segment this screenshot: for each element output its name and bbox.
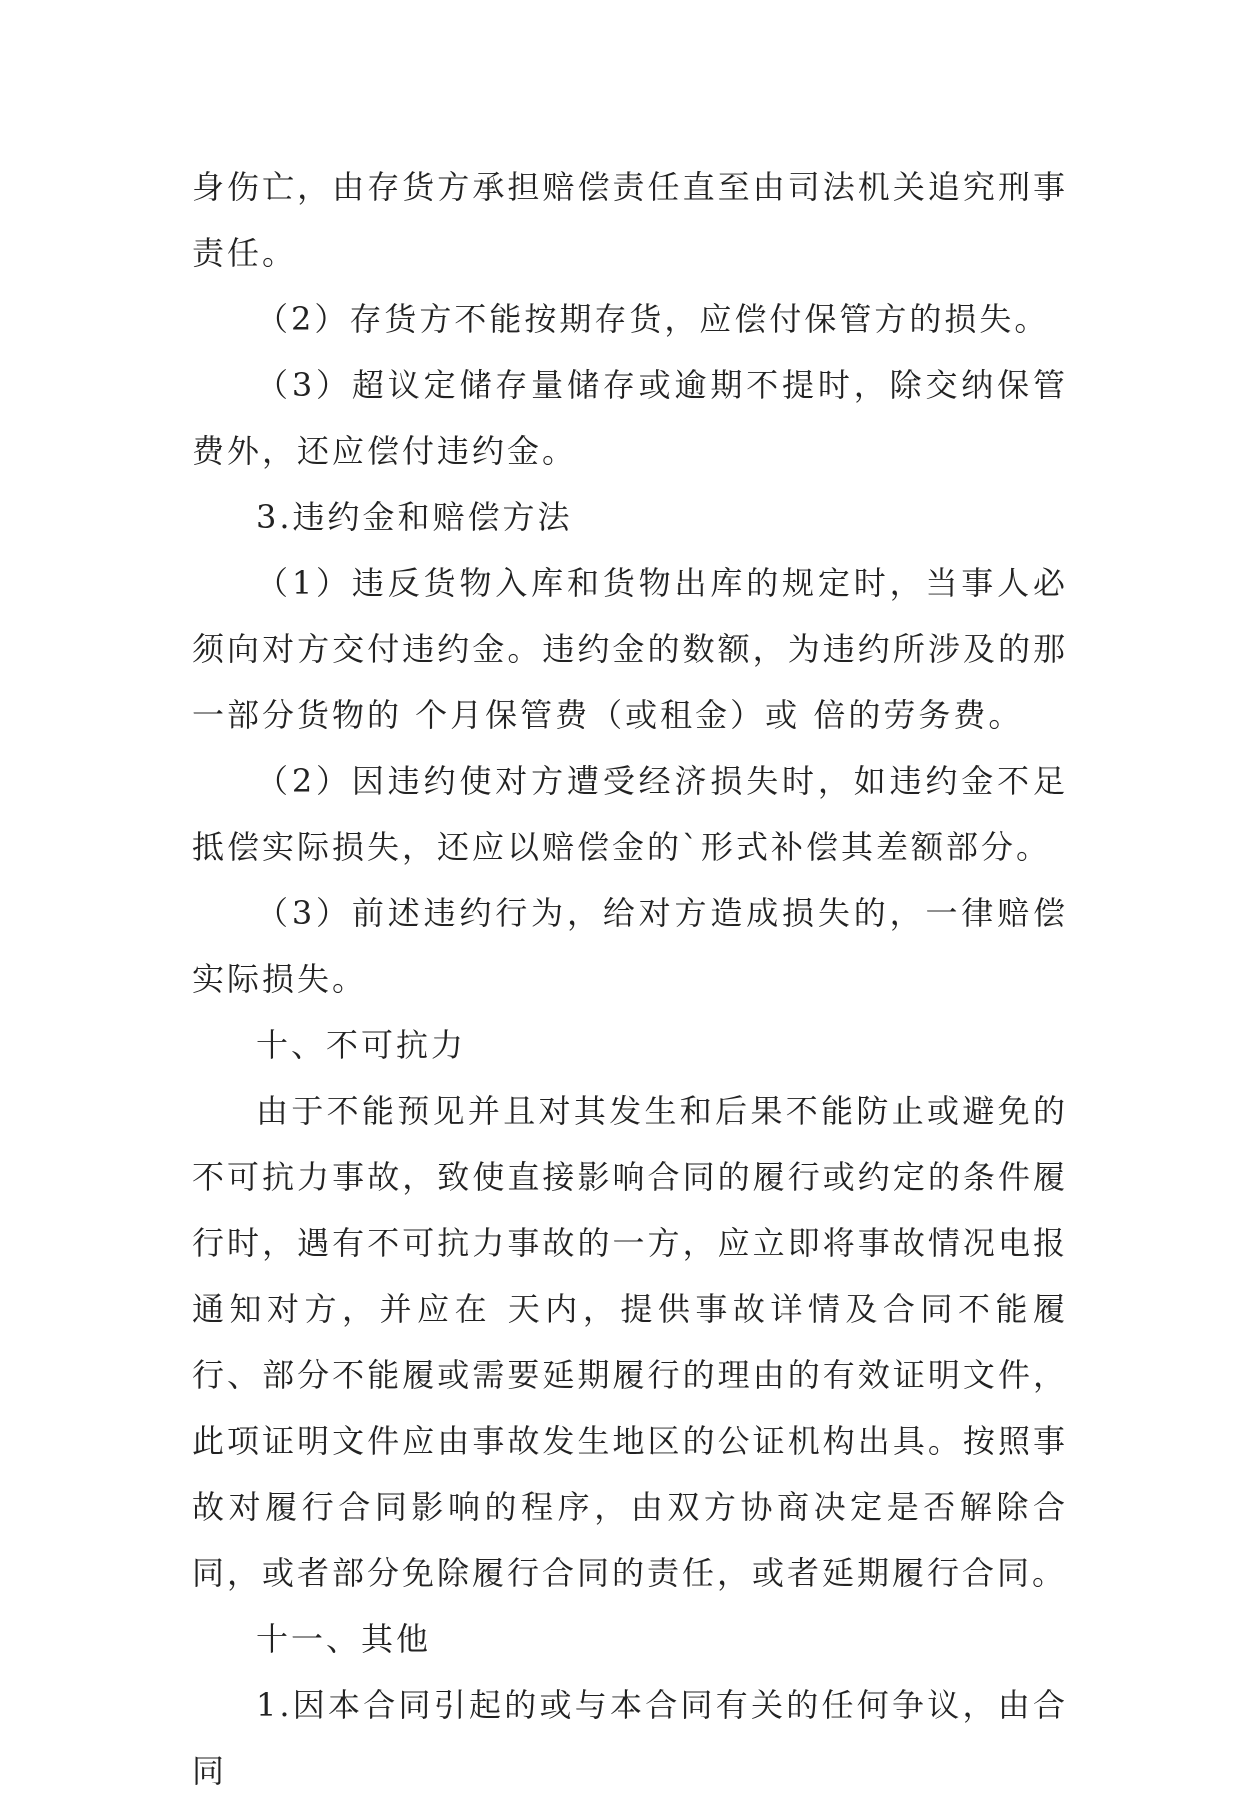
paragraph-clause-3: （3）超议定储存量储存或逾期不提时，除交纳保管费外，还应偿付违约金。 — [192, 366, 1068, 470]
paragraph-clause-2: （2）存货方不能按期存货，应偿付保管方的损失。 — [256, 300, 1050, 338]
section-heading-force-majeure: 十、不可抗力 — [256, 1026, 467, 1064]
document-body — [192, 154, 1068, 1804]
paragraph-liability-continuation: 身伤亡，由存货方承担赔偿责任直至由司法机关追究刑事责任。 — [192, 168, 1068, 272]
paragraph-penalty-clause-2: （2）因违约使对方遭受经济损失时，如违约金不足抵偿实际损失，还应以赔偿金的`形式补偿其差额部分。 — [192, 762, 1068, 866]
paragraph-penalty-clause-3: （3）前述违约行为，给对方造成损失的，一律赔偿实际损失。 — [192, 894, 1068, 998]
paragraph-force-majeure: 由于不能预见并且对其发生和后果不能防止或避免的不可抗力事故，致使直接影响合同的履行或约定的条件履行时，遇有不可抗力事故的一方，应立即将事故情况电报通知对方，并应在 天内，提供事故详情及合同不能履行、部分不能履或需要延期履行的理由的有效证明文件，此项证明文件应由事故发生地区的公证机构出具。按照事故对履行合同影响的程序，由双方协商决定是否解除合同，或者部分免除履行合同的责任，或者延期履行合同。 — [192, 1092, 1068, 1592]
paragraph-other-clause-1: 1.因本合同引起的或与本合同有关的任何争议，由合同 — [192, 1686, 1068, 1790]
section-heading-other: 十一、其他 — [256, 1620, 432, 1658]
section-heading-penalty-methods: 3.违约金和赔偿方法 — [256, 498, 573, 536]
paragraph-penalty-clause-1: （1）违反货物入库和货物出库的规定时，当事人必须向对方交付违约金。违约金的数额，为违约所涉及的那一部分货物的 个月保管费（或租金）或 倍的劳务费。 — [192, 564, 1068, 734]
